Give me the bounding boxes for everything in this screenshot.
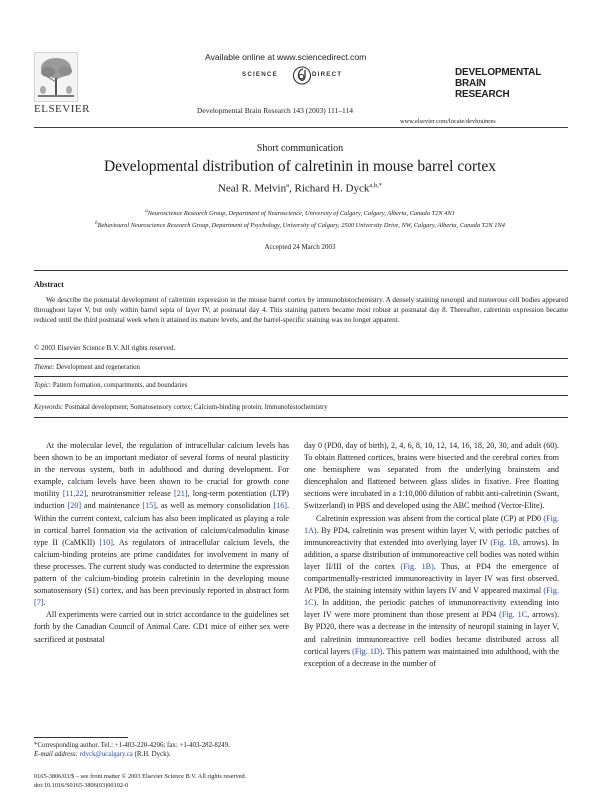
theme-rule	[34, 376, 568, 377]
citation-link[interactable]: [20]	[67, 501, 82, 511]
author-affil-marker: a	[286, 182, 290, 189]
abstract-text: We describe the postnatal development of calretinin expression in the mouse barrel cortex by immunohistochemistry. A densely staining neuropil and numerous cell bodies appeared throughout layer V, but only within barrel septa of layer IV, at postnatal day 4. This staining pattern became most robust at postnatal day 8. Thereafter, calretinin expression became reduced until the third postnatal week when it attained its mature levels, and the barrel-specific staining was no longer apparent.	[34, 296, 568, 324]
author-name: Neal R. Melvin	[217, 182, 287, 195]
keywords-value: Postnatal development; Somatosensory cortex; Calcium-binding protein; Immunohistochemistry	[64, 404, 328, 411]
citation-link[interactable]: [10]	[99, 537, 113, 547]
figure-link[interactable]: (Fig. 1C	[499, 610, 528, 620]
figure-link[interactable]: (Fig. 1B	[490, 537, 519, 547]
keywords-line	[34, 404, 328, 411]
affiliation-marker: b	[95, 220, 98, 226]
affiliation-b	[84, 219, 516, 231]
header-divider	[34, 127, 568, 128]
sciencedirect-logo-right: DIRECT	[312, 71, 343, 78]
journal-brand-line: DEVELOPMENTAL	[455, 67, 542, 78]
corresponding-author-footnote	[34, 741, 289, 759]
citation-link[interactable]: [21]	[174, 489, 188, 499]
citation-link[interactable]: [11,22]	[62, 489, 87, 499]
body-paragraph: day 0 (PD0, day of birth), 2, 4, 6, 8, 10, 12, 14, 16, 18, 20, 30, and adult (60). To obtain flattened cortices, brains were bisected and the cerebral cortex from one hemisphere was separated from the underlying brainstem and diencephalon and flattened between glass slides in fixative. Free floating sections were incubated in a 1:10,000 dilution of rabbit anti-calretinin (Swant, Switzerland) in PBS and developed using the ABC method (Vector-Elite).	[304, 441, 559, 511]
abstract-heading: Abstract	[34, 280, 64, 289]
publisher-name: ELSEVIER	[34, 103, 90, 115]
body-paragraph: All experiments were carried out in strict accordance to the guidelines set forth by the Canadian Council of Animal Care. CD1 mice of either sex were sacrificed at postnatal	[34, 610, 289, 644]
body-column-left	[34, 440, 289, 646]
theme-label: Theme:	[34, 364, 55, 371]
keywords-rule	[34, 417, 568, 418]
topic-label: Topic:	[34, 382, 52, 389]
email-label: E-mail address:	[34, 751, 78, 758]
citation-link[interactable]: [7]	[34, 598, 44, 608]
figure-link[interactable]: (Fig. 1B)	[400, 561, 434, 571]
imprint	[34, 773, 246, 790]
sciencedirect-d-mark-icon	[292, 65, 312, 85]
doi-line: doi:10.1016/S0165-3806(03)00102-0	[34, 781, 129, 789]
email-link[interactable]: rdyck@ucalgary.ca	[79, 751, 133, 758]
figure-link[interactable]: (Fig. 1C)	[304, 586, 559, 608]
sciencedirect-logo-left: SCIENCE	[242, 71, 278, 78]
journal-brand-line: RESEARCH	[455, 89, 510, 100]
article-title: Developmental distribution of calretinin in mouse barrel cortex	[103, 158, 497, 175]
affiliation-marker: a	[145, 209, 148, 214]
topic-line	[34, 382, 187, 389]
journal-url[interactable]: www.elsevier.com/locate/devbrainres	[400, 118, 496, 125]
topic-rule	[34, 395, 568, 396]
author-list: Neal R. Melvin$^a$, Richard H. Dyck$^{a,b,*}$	[217, 182, 382, 195]
affiliation-text: Behavioural Neuroscience Research Group, Department of Psychology, University of Calgary, 2500 University Drive, NW, Calgary, Alberta, Canada T2N 1N4	[97, 221, 505, 229]
body-column-right	[304, 440, 559, 670]
abstract-top-rule	[34, 270, 568, 271]
body-paragraph: At the molecular level, the regulation of intracellular calcium levels has been shown to be an important mediator of several forms of neural plasticity in the nervous system, both in adulthood and during development. For example, calcium levels have been shown to be crucial for growth cone motility [11,22], neurotransmitter release [21], long-term potentiation (LTP) induction [20] and maintenance [15], as well as memory consolidation [16]. Within the current context, calcium has also been implicated as playing a role in cortical barrel formation via the activation of calcium/calmodulin kinase type II (CaMKII) [10]. As regulators of intracellular calcium levels, the calcium-binding proteins are prime candidates for involvement in many of these processes. The current study was conducted to determine the expression pattern of the calcium-binding protein calretinin in the developing mouse somatosensory (S1) cortex, and has been previously reported in abstract form [7].	[34, 441, 290, 608]
footnote-email-line: E-mail address: rdyck@ucalgary.ca (R.H. Dyck).	[34, 751, 171, 758]
affiliations	[84, 207, 516, 230]
citation-link[interactable]: [16]	[273, 501, 287, 511]
imprint-line: 0165-3806/03/$ – see front matter © 2003 Elsevier Science B.V. All rights reserved.	[34, 773, 247, 780]
affiliation-text: Neuroscience Research Group, Department of Neuroscience, University of Calgary, Calgary, Alberta, Canada T2N 4N1	[147, 210, 455, 218]
abstract-bottom-rule	[34, 358, 568, 359]
available-online-line: Available online at www.sciencedirect.com	[205, 52, 367, 62]
keywords-label: Keywords:	[34, 404, 64, 411]
journal-reference: Developmental Brain Research 143 (2003) 111–114	[197, 106, 353, 115]
elsevier-tree-logo-icon	[34, 52, 78, 102]
article-type: Short communication	[256, 143, 344, 154]
abstract-copyright: © 2003 Elsevier Science B.V. All rights reserved.	[34, 344, 176, 352]
affiliation-a	[84, 207, 516, 219]
citation-link[interactable]: [15]	[142, 501, 156, 511]
body-paragraph: Calretinin expression was absent from the cortical plate (CP) at PD0 (Fig. 1A). By PD4, calretinin was present within layer V, with periodic patches of immunoreactivity that extended into overlying layer IV (Fig. 1B, arrows). In addition, a sparse distribution of immunoreactive cell bodies was noted within layer II/III of the cortex (Fig. 1B). Thus, at PD4 the emergence of compartmentally-restricted immunoreactivity in layer IV was first observed. At PD8, the staining intensity within layers IV and V appeared maximal (Fig. 1C). In addition, the periodic patches of immunoreactivity extending into layer IV were more prominent than those present at PD4 (Fig. 1C, arrows). By PD20, there was a decrease in the intensity of neuropil staining in layer V, and calretinin immunoreactive cell bodies became distributed across all cortical layers (Fig. 1D). This pattern was maintained into adulthood, with the exception of a decrease in the number of	[304, 513, 560, 668]
figure-link[interactable]: (Fig. 1D)	[352, 646, 383, 656]
theme-line	[34, 364, 140, 371]
accepted-date: Accepted 24 March 2003	[264, 243, 336, 251]
topic-value: Pattern formation, compartments, and boundaries	[52, 382, 188, 389]
footnote-rule	[34, 737, 128, 738]
footnote-contact: *Corresponding author. Tel.: +1-403-220-4206; fax: +1-403-282-8249.	[34, 742, 230, 749]
figure-link[interactable]: (Fig. 1A)	[304, 513, 559, 535]
author-affil-marker: a,b,*	[369, 182, 382, 189]
theme-value: Development and regeneration	[56, 364, 140, 371]
author-name: Richard H. Dyck	[294, 182, 370, 195]
sciencedirect-logo	[242, 65, 352, 87]
journal-brand	[455, 67, 541, 100]
journal-brand-line: BRAIN	[455, 78, 486, 89]
